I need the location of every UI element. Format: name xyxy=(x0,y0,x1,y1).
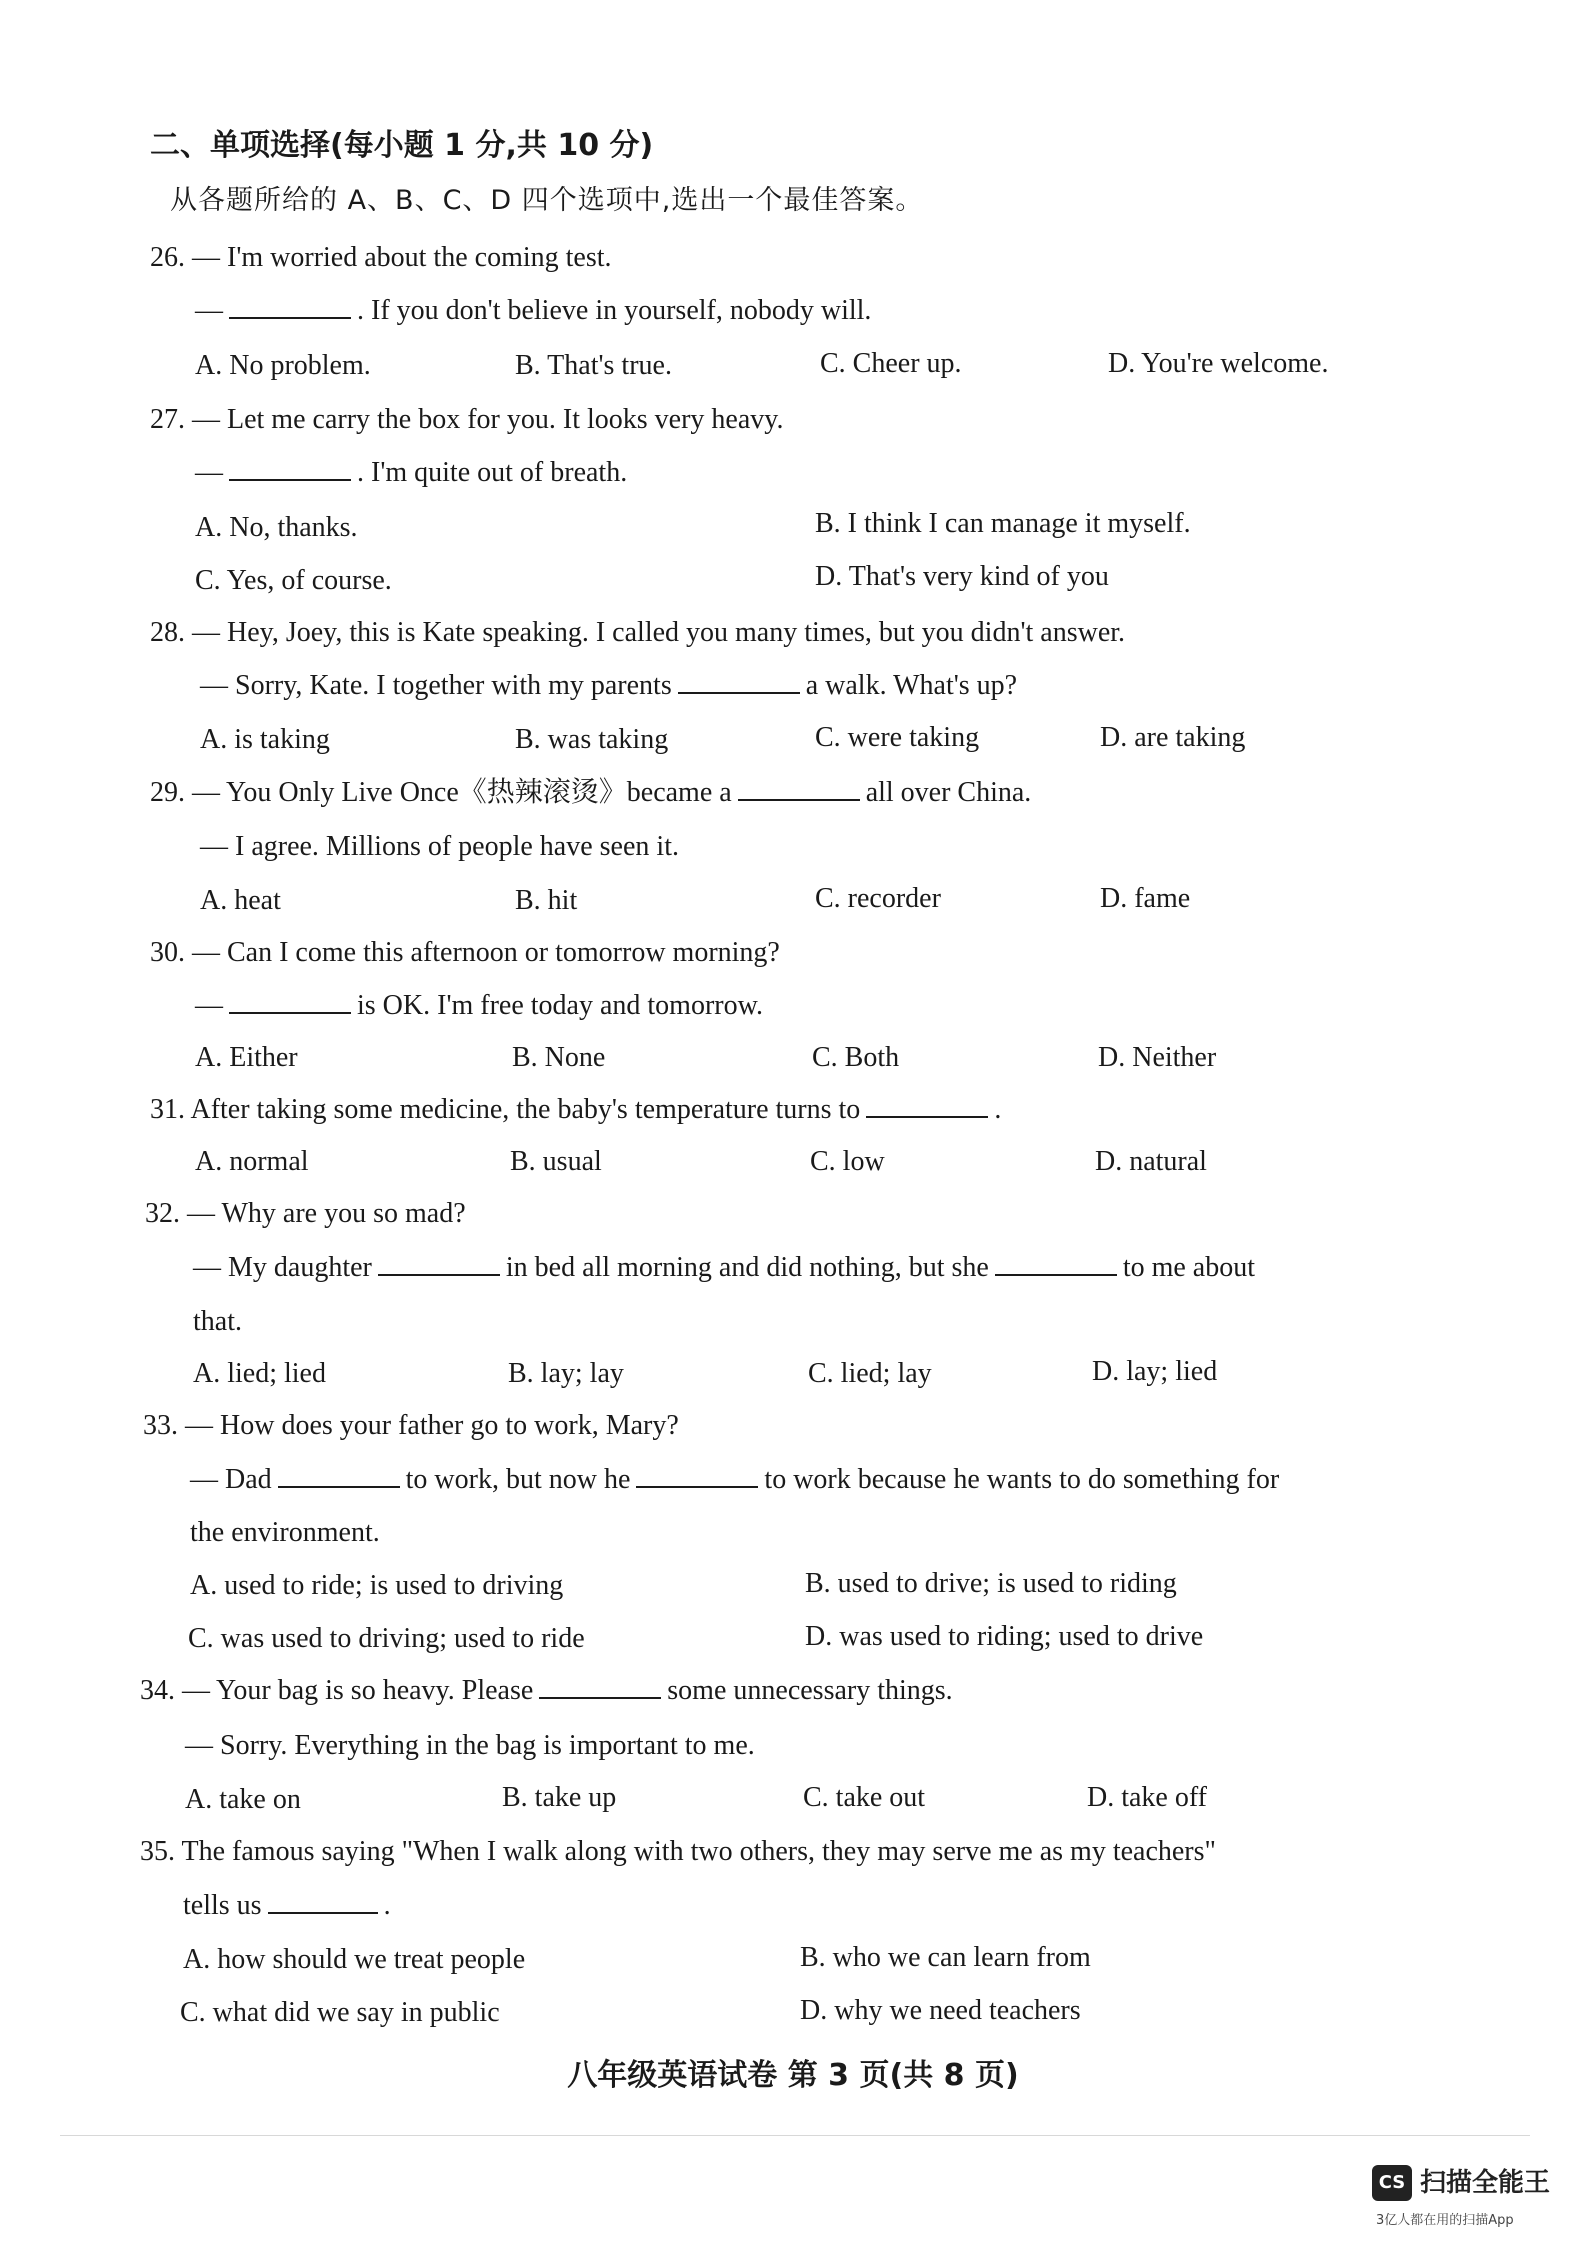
answer-blank xyxy=(738,775,860,801)
option-d: D. natural xyxy=(1095,1146,1207,1177)
option-a: A. No problem. xyxy=(195,350,371,381)
question-text: — I'm worried about the coming test. xyxy=(192,242,612,273)
option-c: C. Cheer up. xyxy=(820,348,962,379)
answer-blank xyxy=(229,455,351,481)
answer-blank xyxy=(268,1888,378,1914)
question-34-reply: — Sorry. Everything in the bag is important to me. xyxy=(185,1730,755,1761)
option-c: C. take out xyxy=(803,1782,926,1813)
option-a: A. normal xyxy=(195,1146,309,1177)
option-d: D. Neither xyxy=(1098,1042,1217,1073)
option-d: D. why we need teachers xyxy=(800,1995,1081,2026)
question-35-prompt xyxy=(140,1834,1216,1870)
option-b: B. I think I can manage it myself. xyxy=(815,508,1191,539)
question-29-reply: — I agree. Millions of people have seen it. xyxy=(200,831,679,862)
question-34-prompt: 34. — Your bag is so heavy. Please some unnecessary things. xyxy=(140,1675,953,1706)
question-number: 35. xyxy=(140,1836,175,1867)
question-31-prompt: 31. After taking some medicine, the baby's temperature turns to . xyxy=(150,1094,1002,1125)
question-number: 28. xyxy=(150,617,185,648)
question-number: 33. xyxy=(143,1410,178,1441)
option-d: D. fame xyxy=(1100,883,1191,914)
answer-blank xyxy=(636,1462,758,1488)
question-26-reply: — . If you don't believe in yourself, nobody will. xyxy=(195,295,872,326)
question-number: 34. xyxy=(140,1675,175,1706)
question-30-prompt xyxy=(150,935,780,971)
footer-divider xyxy=(60,2135,1530,2136)
question-number: 26. xyxy=(150,242,185,273)
question-26-prompt xyxy=(150,240,612,276)
answer-blank xyxy=(866,1092,988,1118)
answer-blank xyxy=(229,293,351,319)
option-b: B. was taking xyxy=(515,724,669,755)
scanner-watermark xyxy=(1372,2165,1572,2235)
option-b: B. take up xyxy=(502,1782,617,1813)
watermark-tagline: 3亿人都在用的扫描App xyxy=(1376,2213,1514,2228)
option-a: A. heat xyxy=(200,885,281,916)
option-b: B. used to drive; is used to riding xyxy=(805,1568,1177,1599)
question-text: The famous saying "When I walk along with two others, they may serve me as my teachers" xyxy=(181,1836,1216,1867)
question-35-continued: tells us . xyxy=(183,1890,391,1921)
answer-blank xyxy=(995,1250,1117,1276)
question-27-prompt xyxy=(150,402,783,438)
cs-logo-icon: CS xyxy=(1372,2165,1412,2201)
option-a: A. lied; lied xyxy=(193,1358,326,1389)
option-a: A. used to ride; is used to driving xyxy=(190,1570,564,1601)
question-32-prompt xyxy=(145,1196,466,1232)
option-d: D. was used to riding; used to drive xyxy=(805,1621,1204,1652)
option-a: A. how should we treat people xyxy=(183,1944,526,1975)
option-d: D. take off xyxy=(1087,1782,1207,1813)
question-33-reply: — Dad to work, but now he to work because he wants to do something for xyxy=(190,1464,1280,1495)
question-29-prompt: 29. — You Only Live Once《热辣滚烫》became a all over China. xyxy=(150,777,1032,808)
question-33-prompt xyxy=(143,1408,679,1444)
option-a: A. No, thanks. xyxy=(195,512,358,543)
option-c: C. Yes, of course. xyxy=(195,565,392,596)
option-b: B. lay; lay xyxy=(508,1358,624,1389)
answer-blank xyxy=(229,988,351,1014)
page-footer: 八年级英语试卷 第 3 页(共 8 页) xyxy=(567,2058,1019,2093)
option-b: B. hit xyxy=(515,885,578,916)
section-title: 二、单项选择(每小题 1 分,共 10 分) xyxy=(150,128,654,163)
question-30-reply: — is OK. I'm free today and tomorrow. xyxy=(195,990,764,1021)
question-number: 27. xyxy=(150,404,185,435)
question-text: — Can I come this afternoon or tomorrow morning? xyxy=(192,937,780,968)
option-d: D. You're welcome. xyxy=(1108,348,1329,379)
answer-blank xyxy=(378,1250,500,1276)
watermark-name: 扫描全能王 xyxy=(1420,2168,1551,2198)
question-text: — How does your father go to work, Mary? xyxy=(185,1410,679,1441)
answer-blank xyxy=(278,1462,400,1488)
question-text: — Hey, Joey, this is Kate speaking. I called you many times, but you didn't answer. xyxy=(192,617,1126,648)
option-b: B. That's true. xyxy=(515,350,672,381)
option-c: C. what did we say in public xyxy=(180,1997,500,2028)
question-number: 31. xyxy=(150,1094,185,1125)
question-number: 29. xyxy=(150,777,185,808)
option-c: C. recorder xyxy=(815,883,941,914)
option-c: C. Both xyxy=(812,1042,900,1073)
question-text: — Let me carry the box for you. It looks very heavy. xyxy=(192,404,784,435)
option-d: D. are taking xyxy=(1100,722,1246,753)
option-b: B. who we can learn from xyxy=(800,1942,1091,1973)
option-a: A. is taking xyxy=(200,724,330,755)
option-c: C. low xyxy=(810,1146,885,1177)
option-c: C. were taking xyxy=(815,722,980,753)
question-text: — Why are you so mad? xyxy=(187,1198,466,1229)
option-c: C. was used to driving; used to ride xyxy=(188,1623,585,1654)
question-32-reply: — My daughter in bed all morning and did nothing, but she to me about xyxy=(193,1252,1256,1283)
option-d: D. That's very kind of you xyxy=(815,561,1109,592)
question-number: 30. xyxy=(150,937,185,968)
option-a: A. take on xyxy=(185,1784,301,1815)
option-b: B. None xyxy=(512,1042,606,1073)
question-27-reply: — . I'm quite out of breath. xyxy=(195,457,628,488)
section-instruction: 从各题所给的 A、B、C、D 四个选项中,选出一个最佳答案。 xyxy=(170,185,924,216)
option-b: B. usual xyxy=(510,1146,602,1177)
question-33-continued: the environment. xyxy=(190,1517,380,1548)
question-28-reply: — Sorry, Kate. I together with my parents a walk. What's up? xyxy=(200,670,1018,701)
option-d: D. lay; lied xyxy=(1092,1356,1218,1387)
option-a: A. Either xyxy=(195,1042,298,1073)
question-number: 32. xyxy=(145,1198,180,1229)
answer-blank xyxy=(678,668,800,694)
question-28-prompt xyxy=(150,615,1125,651)
question-32-continued: that. xyxy=(193,1306,242,1337)
option-c: C. lied; lay xyxy=(808,1358,932,1389)
answer-blank xyxy=(539,1673,661,1699)
